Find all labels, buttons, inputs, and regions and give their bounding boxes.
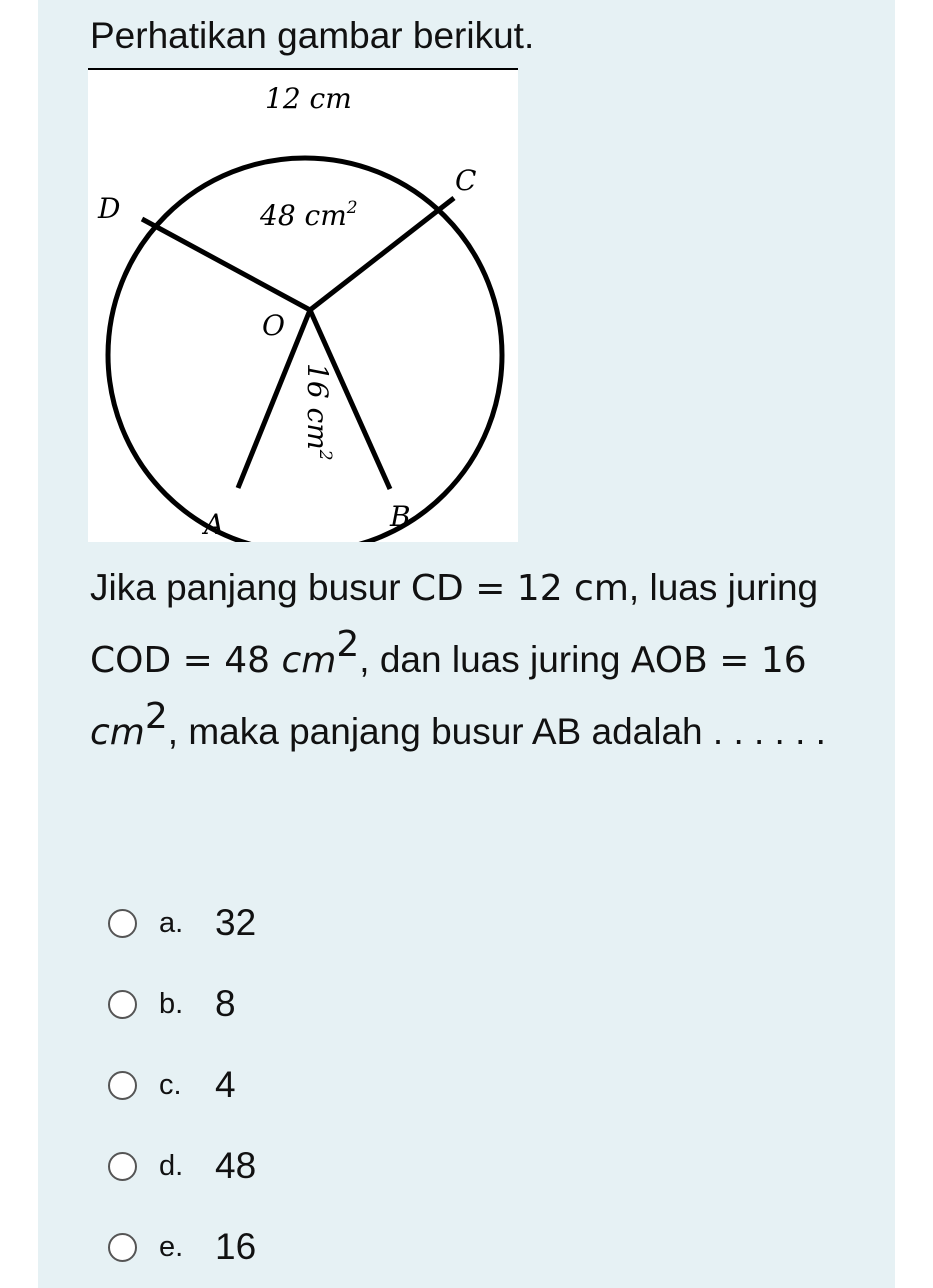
question-part-3: , dan luas juring: [359, 639, 631, 680]
option-letter: b.: [159, 987, 184, 1020]
point-d-label: D: [98, 192, 121, 225]
option-value: 8: [215, 983, 236, 1024]
circle-diagram: [88, 68, 518, 542]
radio-button-icon[interactable]: [108, 1233, 137, 1262]
sector-aob-unit: cm: [90, 712, 145, 753]
option-letter: e.: [159, 1230, 184, 1263]
option-c[interactable]: [108, 1055, 508, 1115]
question-part-4: , maka panjang busur AB adalah . . . . . .: [167, 711, 826, 752]
option-d[interactable]: [108, 1136, 508, 1196]
radius-od: [142, 219, 310, 310]
radio-button-icon[interactable]: [108, 1071, 137, 1100]
option-a[interactable]: [108, 893, 508, 953]
arc-cd-expression: CD = 12 cm: [410, 568, 629, 609]
point-o-label: O: [262, 309, 285, 342]
option-value: 4: [215, 1064, 236, 1105]
point-c-label: C: [455, 164, 477, 197]
question-heading: Perhatikan gambar berikut.: [90, 15, 535, 56]
option-value: 16: [215, 1226, 257, 1267]
point-b-label: B: [390, 500, 411, 533]
option-e[interactable]: [108, 1217, 508, 1277]
circle-figure: [88, 68, 518, 542]
option-value: 48: [215, 1145, 257, 1186]
sector-aob-label: 16 $cm^2$: [301, 363, 335, 461]
option-b[interactable]: [108, 974, 508, 1034]
question-part-2: , luas juring: [628, 567, 819, 608]
question-part-1: Jika panjang busur: [90, 567, 411, 608]
option-value: 32: [215, 902, 257, 943]
option-letter: c.: [159, 1068, 182, 1101]
sector-cod-unit: cm: [281, 640, 337, 681]
arc-cd-label: 12 cm: [265, 82, 352, 115]
sector-cod-label: 48 $cm^2$: [260, 198, 358, 232]
question-text: [90, 552, 850, 768]
radio-button-icon[interactable]: [108, 990, 137, 1019]
sector-cod-expression: COD = 48: [90, 640, 282, 681]
radio-button-icon[interactable]: [108, 909, 137, 938]
option-letter: d.: [159, 1149, 184, 1182]
sector-cod-exponent: 2: [336, 624, 360, 665]
option-letter: a.: [159, 906, 184, 939]
sector-aob-exponent: 2: [144, 696, 168, 737]
radio-button-icon[interactable]: [108, 1152, 137, 1181]
point-a-label: A: [204, 508, 225, 541]
sector-aob-expression: AOB = 16: [630, 640, 807, 681]
